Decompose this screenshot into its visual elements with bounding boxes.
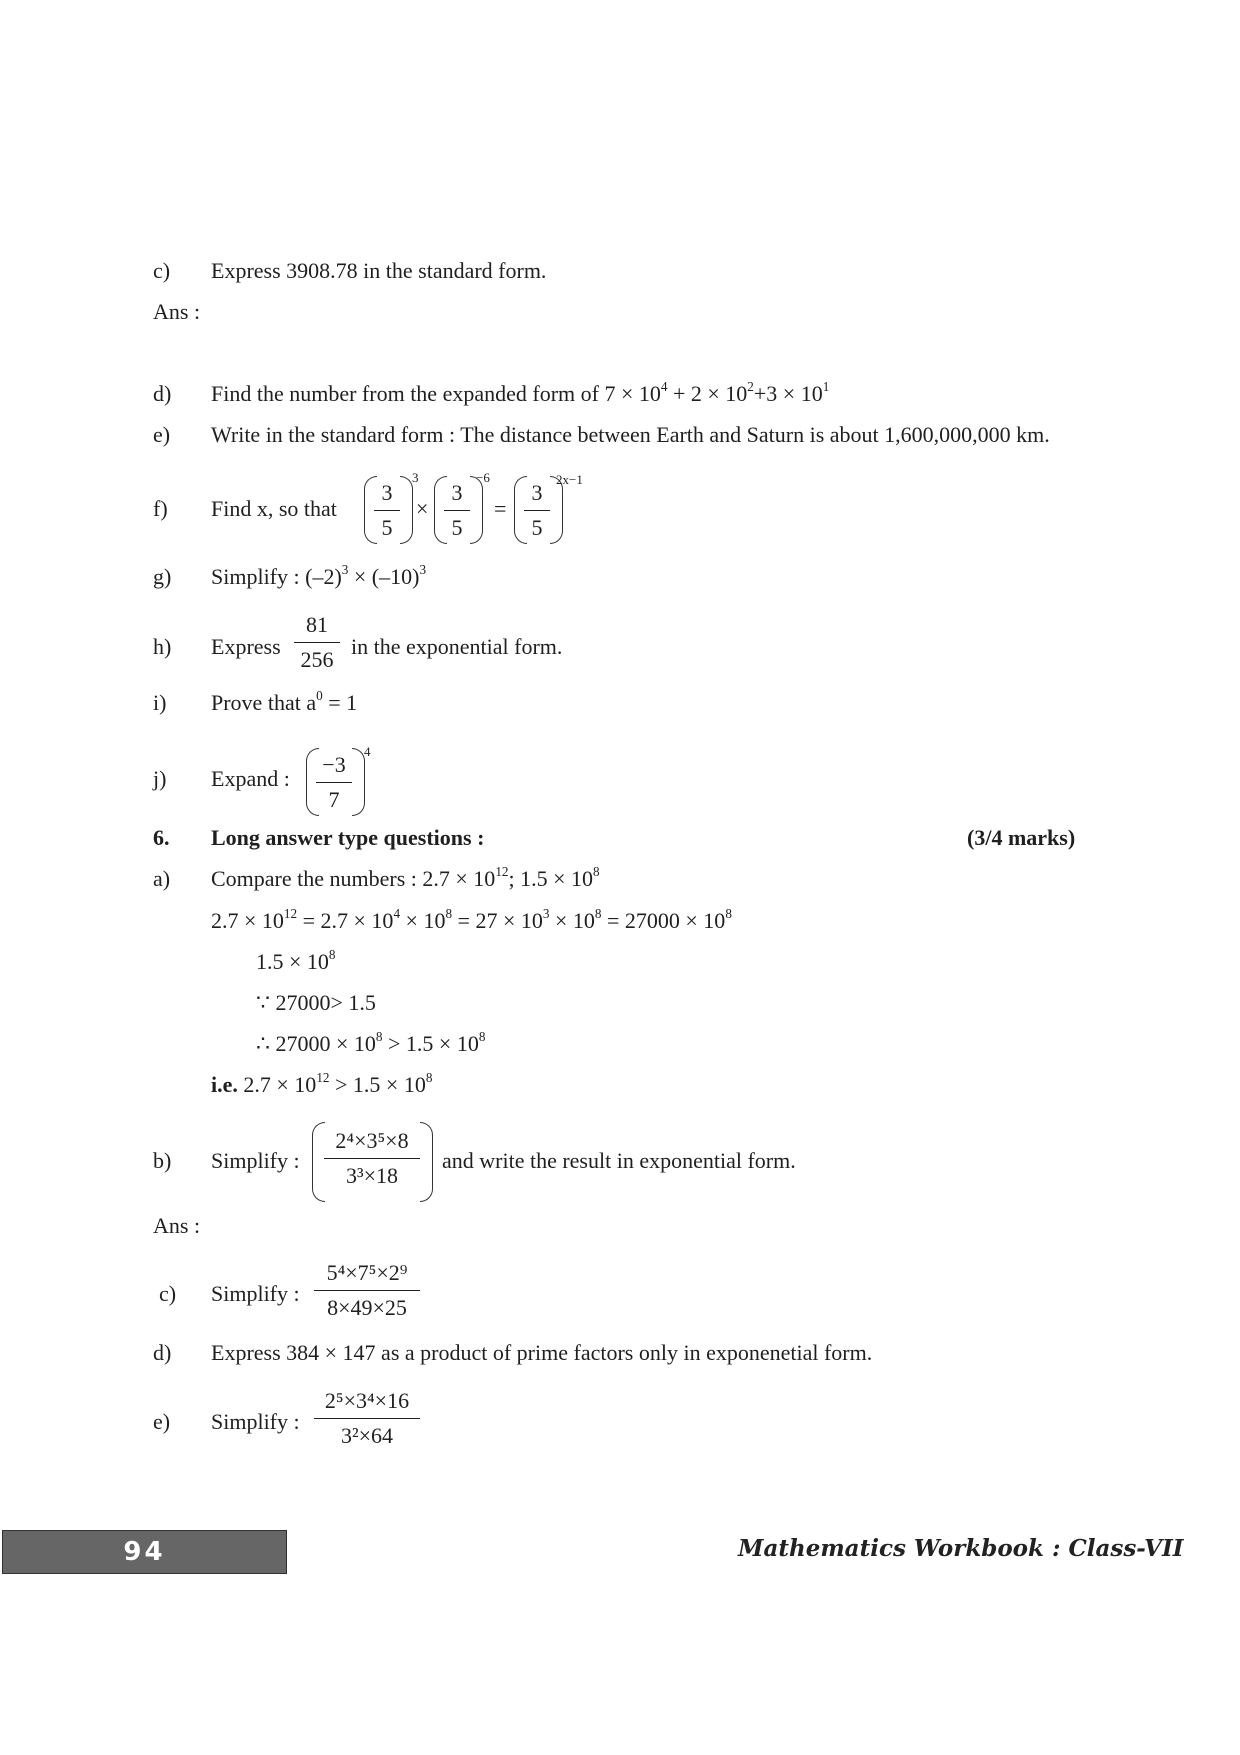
question-5d bbox=[0, 374, 1240, 414]
equals-sign: = bbox=[494, 496, 507, 521]
question-text-2: and write the result in exponential form. bbox=[442, 1148, 796, 1173]
question-text: Expand : bbox=[211, 766, 290, 791]
question-text: Simplify : bbox=[211, 1409, 300, 1434]
working-line-3: ∵ 27000> 1.5 bbox=[256, 990, 376, 1015]
question-label: d) bbox=[153, 381, 172, 406]
question-5i bbox=[0, 683, 1240, 723]
question-6a bbox=[0, 859, 1240, 899]
section-number: 6. bbox=[153, 825, 170, 850]
exponent: −6 bbox=[476, 470, 490, 485]
question-text: Write in the standard form : The distance between Earth and Saturn is about 1,600,000,000 km. bbox=[211, 422, 1050, 447]
question-text: Simplify : bbox=[211, 1281, 300, 1306]
question-label: g) bbox=[153, 564, 172, 589]
question-5f bbox=[0, 489, 1240, 529]
question-label: b) bbox=[153, 1148, 172, 1173]
fraction: $\frac{3}{5}$ bbox=[374, 480, 400, 541]
question-text: Express 384 × 147 as a product of prime factors only in exponenetial form. bbox=[211, 1340, 873, 1365]
question-label: e) bbox=[153, 1409, 171, 1434]
fraction: $\frac{\text{2⁴×3⁵×8}}{\text{3³×18}}$ bbox=[324, 1128, 420, 1189]
question-5j bbox=[0, 759, 1240, 799]
question-text: Simplify : $(-2)^3 \times (-10)^3$ bbox=[211, 562, 427, 589]
question-label: j) bbox=[153, 766, 167, 791]
working-line-2: $1.5 \times 10^8$ bbox=[256, 947, 336, 974]
answer-label: Ans : bbox=[153, 1213, 201, 1238]
question-label: e) bbox=[153, 422, 171, 447]
fraction-6e: $\frac{\text{2⁵×3⁴×16}}{\text{3²×64}}$ bbox=[314, 1388, 420, 1449]
question-6d bbox=[0, 1333, 1240, 1373]
book-title: Mathematics Workbook : Class-VII bbox=[738, 1535, 1184, 1562]
question-6b bbox=[0, 1141, 1240, 1181]
question-6e bbox=[0, 1402, 1240, 1442]
question-text: Find the number from the expanded form of $7 \times 10^4 + 2 \times 10^2+3 \times 10^1$ bbox=[211, 379, 830, 406]
answer-space-1 bbox=[0, 292, 1240, 332]
question-label: f) bbox=[153, 496, 168, 521]
fraction: $\frac{3}{5}$ bbox=[444, 480, 470, 541]
fraction-6c: $\frac{\text{5⁴×7⁵×2⁹}}{8\times 49\times 25}$ bbox=[314, 1260, 420, 1321]
fraction-81-256: $\frac{81}{256}$ bbox=[294, 612, 340, 673]
question-text-2: in the exponential form. bbox=[351, 634, 563, 659]
working-line-4: ∴ $27000 \times 10^8 > 1.5 \times 10^8$ bbox=[256, 1029, 486, 1056]
question-text: Simplify : bbox=[211, 1148, 300, 1173]
question-label: d) bbox=[153, 1340, 172, 1365]
fraction: $\frac{-3}{7}$ bbox=[316, 752, 352, 813]
exponent: 2x−1 bbox=[556, 472, 583, 487]
answer-space-2 bbox=[0, 1206, 1240, 1246]
question-text: Find x, so that bbox=[211, 496, 337, 521]
working-conclusion: i.e. $2.7 \times 10^{12} > 1.5 \times 10^8$ bbox=[211, 1070, 433, 1097]
section-title: Long answer type questions : bbox=[211, 825, 485, 850]
question-label: a) bbox=[153, 866, 171, 891]
question-label: c) bbox=[153, 258, 171, 283]
answer-label: Ans : bbox=[153, 299, 201, 324]
question-5h bbox=[0, 627, 1240, 667]
page-number: 94 bbox=[2, 1530, 287, 1574]
section-6-heading bbox=[0, 818, 1240, 858]
section-marks: (3/4 marks) bbox=[967, 825, 1076, 850]
question-label: c) bbox=[159, 1281, 177, 1306]
question-text: Express 3908.78 in the standard form. bbox=[211, 258, 547, 283]
fraction: $\frac{3}{5}$ bbox=[524, 480, 550, 541]
question-text: Express bbox=[211, 634, 281, 659]
question-label: i) bbox=[153, 690, 167, 715]
question-text: Compare the numbers : $2.7 \times 10^{12}$; $1.5 \times 10^8$ bbox=[211, 864, 600, 891]
question-5g bbox=[0, 557, 1240, 597]
working-line-1: $2.7 \times 10^{12} = 2.7 \times 10^4 \times 10^8 = 27 \times 10^3 \times 10^8 = 27000 \times 10^8$ bbox=[211, 906, 732, 933]
question-text: Prove that $a^0 = 1$ bbox=[211, 688, 358, 715]
question-5e bbox=[0, 415, 1240, 455]
times-sign: × bbox=[416, 496, 429, 521]
exponent: 3 bbox=[412, 470, 419, 485]
question-6c bbox=[0, 1274, 1240, 1314]
question-5c bbox=[0, 251, 1240, 291]
question-label: h) bbox=[153, 634, 172, 659]
exponent: 4 bbox=[364, 744, 371, 759]
